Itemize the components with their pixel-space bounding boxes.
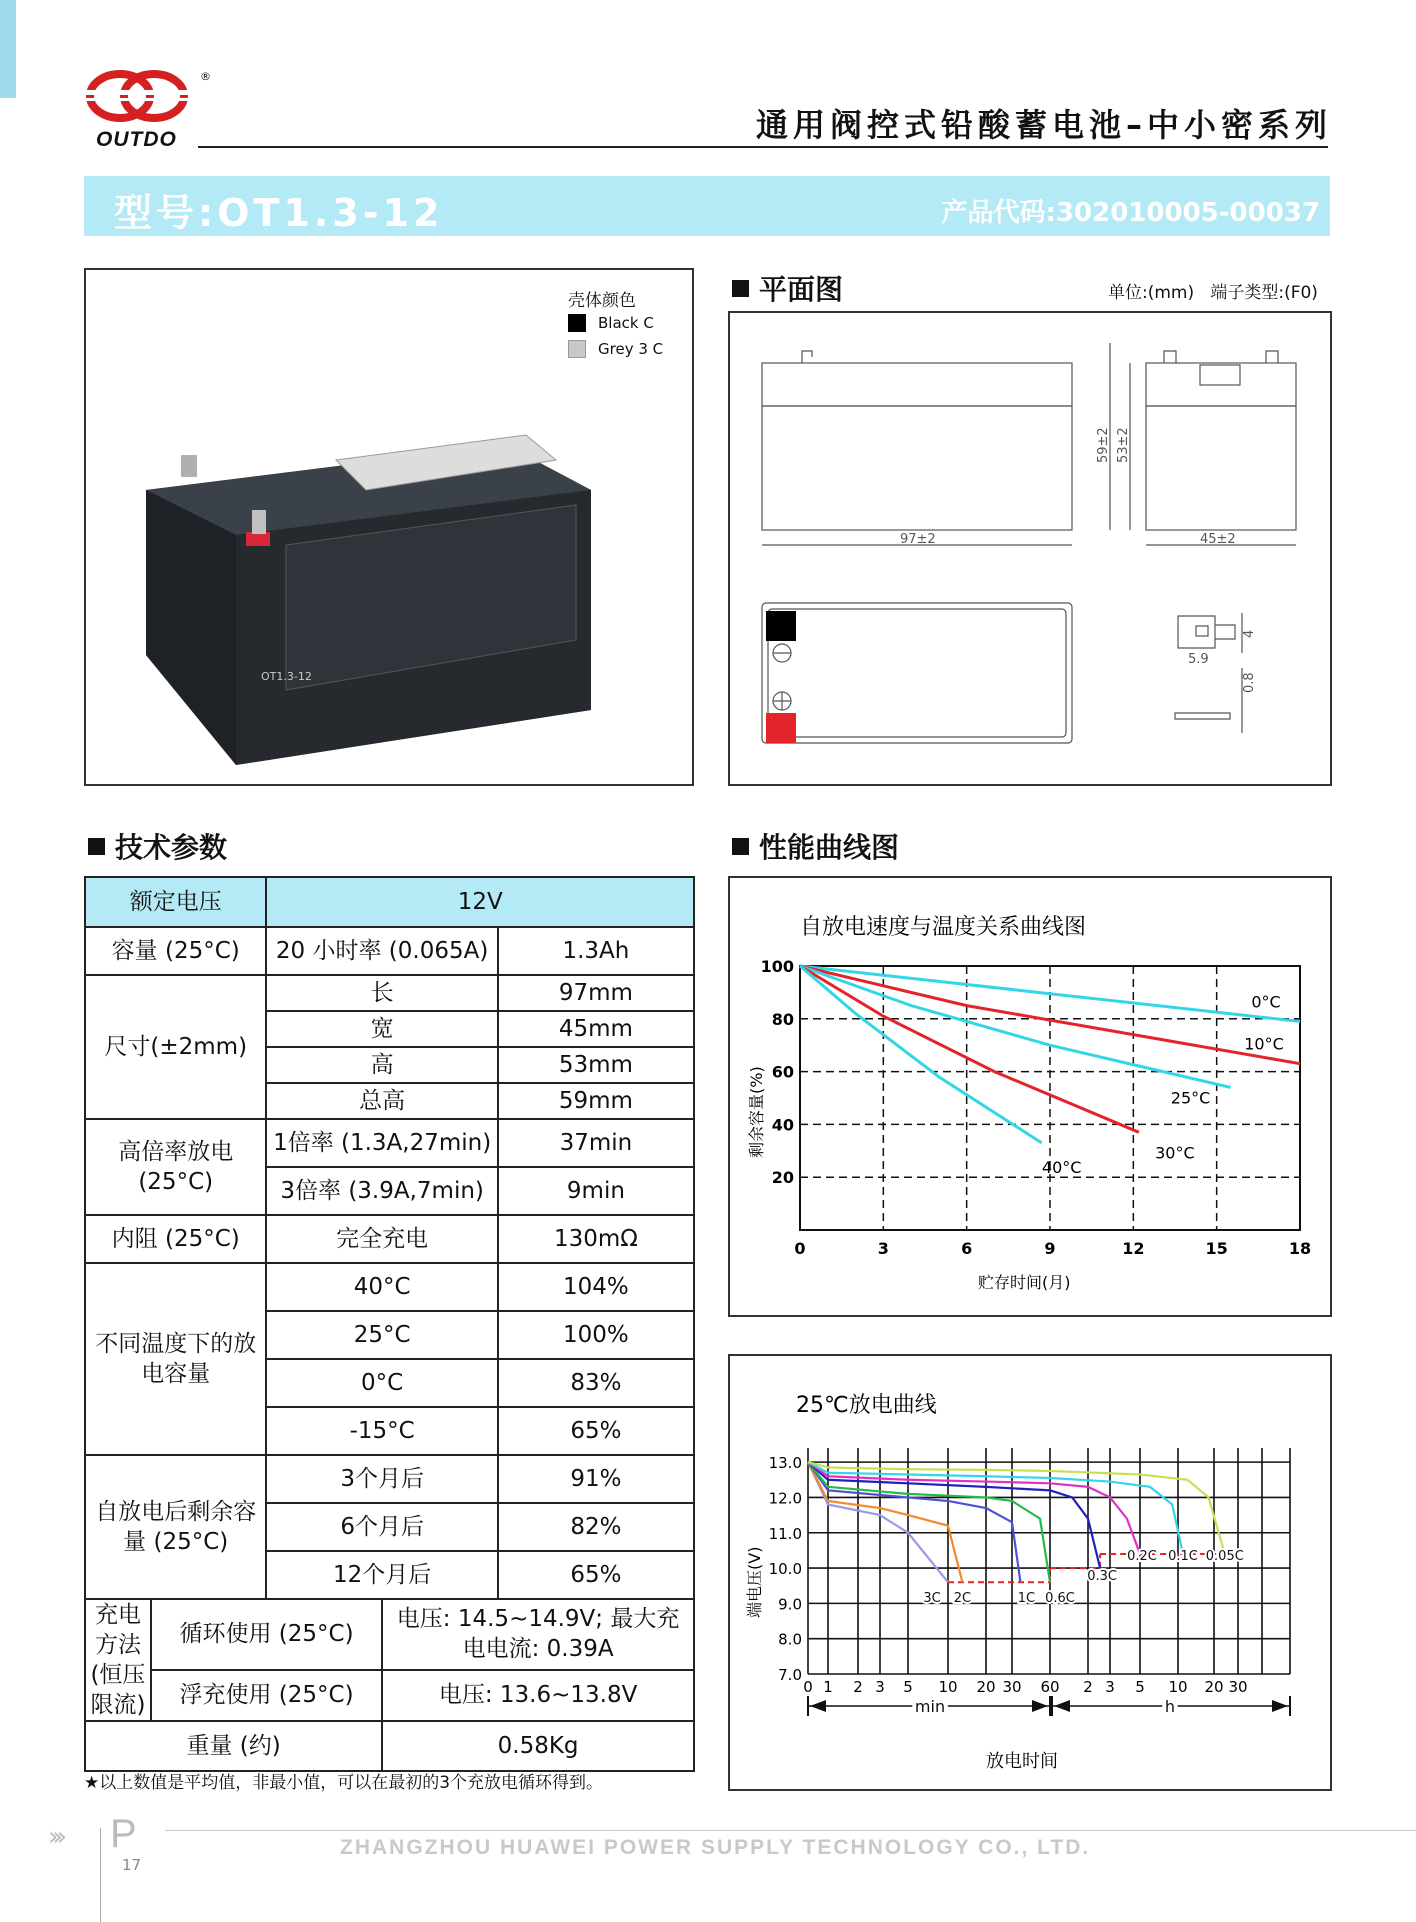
float-use-value: 电压: 13.6~13.8V: [382, 1670, 694, 1721]
footer-divider: [165, 1830, 1416, 1831]
chart2-xtick-label: 20: [976, 1678, 996, 1696]
chart2-series-label: 2C: [953, 1591, 972, 1607]
chart2-series-label: 0.6C: [1045, 1591, 1075, 1607]
footnote: ★以上数值是平均值，非最小值，可以在最初的3个充放电循环得到。: [84, 1773, 604, 1793]
chart2-ytick-label: 11.0: [768, 1524, 802, 1543]
chart2-arrowhead: [810, 1700, 826, 1712]
color-swatch-black: [568, 314, 586, 332]
chart2-series-label: 0.2C: [1127, 1548, 1157, 1564]
plan-unit-info: 单位:(mm) 端子类型:(F0): [1108, 283, 1318, 303]
shell-color-label: 壳体颜色: [568, 291, 636, 311]
weight-value: 0.58Kg: [382, 1721, 694, 1771]
product-photo-panel: [84, 268, 694, 786]
chart2-xtick-label: 1: [823, 1678, 833, 1696]
chart2-ylabel: 端电压(V): [745, 1546, 764, 1618]
chart2-series-label: 0.1C: [1168, 1548, 1198, 1564]
color-grey-label: Grey 3 C: [598, 340, 664, 358]
chart2-ytick-label: 9.0: [778, 1595, 802, 1614]
chart2-series-line: [808, 1462, 1225, 1554]
dimension-label: 尺寸(±2mm): [85, 975, 266, 1119]
chart2-xtick-label: 60: [1040, 1678, 1060, 1696]
dim-row-value: 97mm: [498, 975, 694, 1011]
rated-voltage-label: 额定电压: [85, 877, 266, 927]
chart1-xlabel: 贮存时间(月): [978, 1273, 1071, 1292]
chart2-ytick-label: 12.0: [768, 1489, 802, 1508]
page-letter: P: [110, 1812, 137, 1856]
chart1-ytick-label: 100: [760, 957, 794, 976]
dim-height: 53±2: [1116, 427, 1131, 463]
dim-row-label: 高: [266, 1047, 497, 1083]
chart1-ytick-label: 80: [771, 1009, 794, 1029]
temp-row-label: 25°C: [266, 1311, 497, 1359]
charge-method-label: 充电方法 (恒压限流): [85, 1599, 151, 1721]
temp-row-value: 100%: [498, 1311, 694, 1359]
ir-value: 130mΩ: [498, 1215, 694, 1263]
temp-row-value: 104%: [498, 1263, 694, 1311]
chart1-series-label: 25°C: [1170, 1088, 1211, 1108]
chart2-title: 25℃放电曲线: [796, 1393, 937, 1418]
discharge-curve-chart: [730, 1356, 1330, 1789]
dim-terminal-thickness: 0.8: [1242, 672, 1257, 693]
chart1-xtick-label: 12: [1122, 1239, 1145, 1258]
model-number: 型号:OT1.3-12: [114, 191, 444, 235]
high-rate-row-value: 37min: [498, 1119, 694, 1167]
chart1-ytick-label: 40: [771, 1115, 794, 1135]
self-row-value: 65%: [498, 1551, 694, 1599]
self-row-label: 3个月后: [266, 1455, 497, 1503]
perf-section-title: 性能曲线图: [732, 826, 899, 866]
chart1-ylabel: 剩余容量(%): [747, 1066, 766, 1158]
chart2-xtick-label: 3: [875, 1678, 885, 1696]
dim-terminal-height: 4: [1242, 629, 1257, 638]
chart1-ytick-label: 60: [771, 1062, 794, 1082]
chart2-xtick-label: 30: [1228, 1678, 1248, 1696]
dimension-drawing-panel: [728, 311, 1332, 786]
self-discharge-chart-panel: [728, 876, 1332, 1317]
self-row-value: 82%: [498, 1503, 694, 1551]
dim-row-value: 45mm: [498, 1011, 694, 1047]
temp-row-label: 0°C: [266, 1359, 497, 1407]
page-title: 通用阀控式铅酸蓄电池–中小密系列: [755, 106, 1332, 144]
chart2-xtick-label: 3: [1105, 1678, 1115, 1696]
dim-row-value: 59mm: [498, 1083, 694, 1119]
chart2-ytick-label: 8.0: [778, 1630, 802, 1649]
discharge-curve-chart-panel: [728, 1354, 1332, 1791]
temp-capacity-label: 不同温度下的放电容量: [85, 1263, 266, 1455]
high-rate-label: 高倍率放电 (25°C): [85, 1119, 266, 1215]
float-use-label: 浮充使用 (25°C): [151, 1670, 382, 1721]
chart2-xtick-label: 5: [1135, 1678, 1145, 1696]
high-rate-row-label: 1倍率 (1.3A,27min): [266, 1119, 497, 1167]
tech-section-title: 技术参数: [88, 826, 227, 866]
chart2-series-label: 0.05C: [1205, 1548, 1244, 1564]
chart1-xtick-label: 0: [794, 1239, 806, 1258]
chart1-title: 自放电速度与温度关系曲线图: [800, 915, 1087, 940]
brand-name: OUTDO: [96, 128, 177, 151]
cycle-use-value: 电压: 14.5~14.9V; 最大充电电流: 0.39A: [382, 1599, 694, 1670]
high-rate-row-value: 9min: [498, 1167, 694, 1215]
plan-section-title: 平面图: [732, 268, 843, 308]
chart2-arrowhead: [1054, 1700, 1070, 1712]
footer-left-divider: [100, 1828, 101, 1922]
chart1-series-label: 40°C: [1041, 1157, 1082, 1177]
ir-condition: 完全充电: [266, 1215, 497, 1263]
temp-row-value: 65%: [498, 1407, 694, 1455]
temp-row-label: 40°C: [266, 1263, 497, 1311]
chart1-xtick-label: 6: [961, 1239, 973, 1258]
color-black-legend: [568, 314, 654, 332]
chart2-xtick-label: 5: [903, 1678, 913, 1696]
spec-table: [84, 876, 695, 1772]
temp-row-value: 83%: [498, 1359, 694, 1407]
chart2-arrowhead: [1272, 1700, 1288, 1712]
capacity-label: 容量 (25°C): [85, 927, 266, 975]
chart1-ytick-label: 20: [771, 1168, 794, 1188]
chart2-ytick-label: 13.0: [768, 1454, 802, 1473]
chart2-xtick-label: 30: [1002, 1678, 1022, 1696]
dimension-drawing: [730, 313, 1330, 784]
weight-label: 重量 (约): [85, 1721, 382, 1771]
chart1-series-label: 30°C: [1155, 1143, 1195, 1163]
chart2-ytick-label: 7.0: [778, 1666, 802, 1684]
temp-row-label: -15°C: [266, 1407, 497, 1455]
chart1-series-line: [800, 966, 1139, 1132]
chart1-xtick-label: 15: [1205, 1239, 1228, 1258]
chart2-xtick-label: 10: [938, 1678, 958, 1696]
chart2-xtick-label: 2: [853, 1678, 863, 1696]
chart2-series-label: 1C: [1017, 1591, 1036, 1607]
chart2-series-label: 3C: [923, 1591, 941, 1607]
header-divider: [198, 146, 1328, 148]
chart2-ytick-label: 10.0: [768, 1560, 802, 1579]
dim-row-label: 长: [266, 975, 497, 1011]
chart2-unit-h: h: [1164, 1697, 1176, 1716]
page-arrows-icon: ›››: [48, 1822, 62, 1852]
self-row-label: 6个月后: [266, 1503, 497, 1551]
chart2-unit-min: min: [914, 1697, 946, 1716]
capacity-value: 1.3Ah: [498, 927, 694, 975]
product-code: 产品代码:302010005-00037: [941, 198, 1320, 228]
chart2-xlabel: 放电时间: [986, 1751, 1058, 1772]
chart1-xtick-label: 18: [1288, 1239, 1312, 1258]
ir-label: 内阻 (25°C): [85, 1215, 266, 1263]
chart2-xtick-label: 0: [803, 1678, 813, 1696]
chart1-series-label: 0°C: [1251, 992, 1281, 1012]
chart1-series-line: [800, 966, 1231, 1087]
dim-row-value: 53mm: [498, 1047, 694, 1083]
chart2-series-line: [808, 1462, 1183, 1554]
dim-total-height: 59±2: [1096, 427, 1111, 463]
dim-row-label: 总高: [266, 1083, 497, 1119]
color-grey-legend: [568, 340, 663, 358]
chart2-xtick-label: 10: [1168, 1678, 1188, 1696]
registered-mark: ®: [200, 70, 211, 83]
self-row-label: 12个月后: [266, 1551, 497, 1599]
footer-company-name: ZHANGZHOU HUAWEI POWER SUPPLY TECHNOLOGY CO., LTD.: [340, 1836, 1091, 1859]
high-rate-row-label: 3倍率 (3.9A,7min): [266, 1167, 497, 1215]
dim-terminal-width: 5.9: [1188, 652, 1209, 667]
color-swatch-grey: [568, 340, 586, 358]
capacity-rate: 20 小时率 (0.065A): [266, 927, 497, 975]
chart2-xtick-label: 2: [1083, 1678, 1093, 1696]
dim-width: 45±2: [1200, 532, 1236, 547]
dim-length: 97±2: [900, 532, 936, 547]
chart2-arrowhead: [1032, 1700, 1048, 1712]
left-accent-bar: [0, 0, 16, 98]
self-discharge-chart: [730, 878, 1330, 1315]
chart2-series-label: 0.3C: [1087, 1569, 1117, 1585]
dim-row-label: 宽: [266, 1011, 497, 1047]
self-row-value: 91%: [498, 1455, 694, 1503]
color-black-label: Black C: [598, 314, 654, 332]
chart1-xtick-label: 3: [877, 1239, 889, 1258]
chart2-xtick-label: 20: [1204, 1678, 1224, 1696]
chart1-series-line: [800, 966, 1042, 1143]
rated-voltage-value: 12V: [266, 877, 694, 927]
chart1-series-label: 10°C: [1244, 1034, 1284, 1054]
self-discharge-label: 自放电后剩余容量 (25°C): [85, 1455, 266, 1599]
battery-print-model: OT1.3-12: [261, 670, 312, 683]
cycle-use-label: 循环使用 (25°C): [151, 1599, 382, 1670]
chart1-xtick-label: 9: [1044, 1239, 1056, 1258]
page-number: 17: [122, 1856, 142, 1874]
